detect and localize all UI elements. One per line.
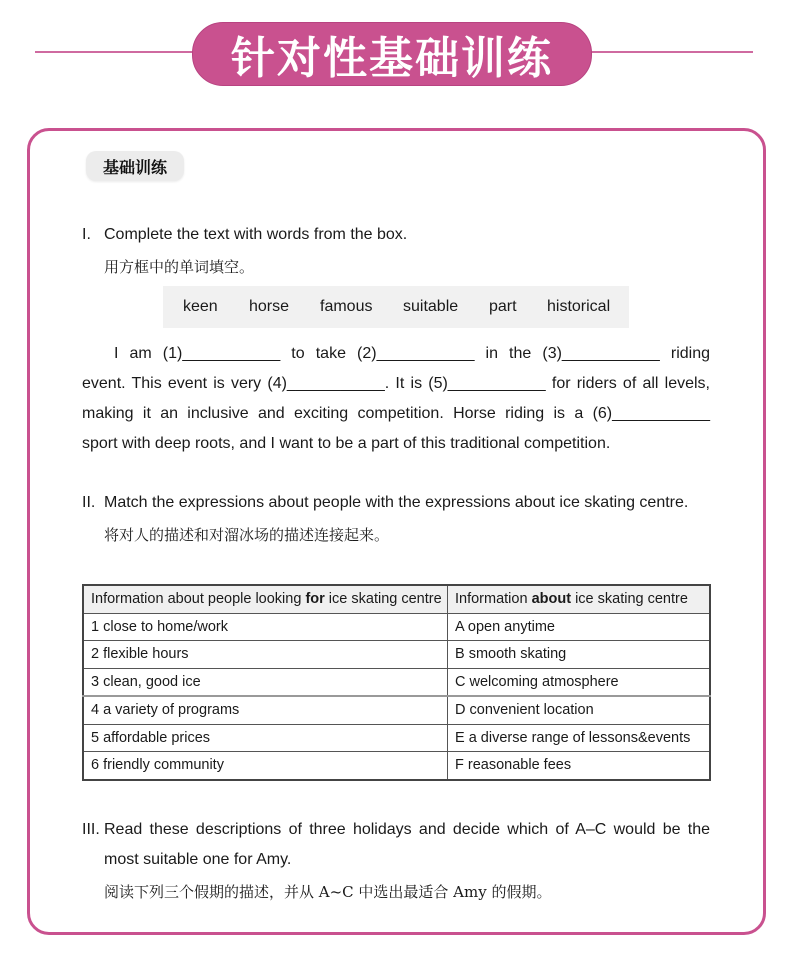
paragraph-line: sport with deep roots, and I want to be a part of this traditional competition. (82, 435, 611, 452)
table-row (83, 724, 710, 752)
q1-paragraph (82, 339, 710, 459)
word-box (163, 286, 629, 328)
q3-number: III. (82, 821, 100, 838)
page-title: 针对性基础训练 (192, 22, 592, 86)
table-cell-centre: F reasonable fees (448, 752, 711, 780)
table-row (83, 752, 710, 780)
q3-instruction-line2: most suitable one for Amy. (104, 851, 292, 868)
q3-instruction-cn: 阅读下列三个假期的描述，并从 A~C 中选出最适合 Amy 的假期。 (104, 883, 552, 901)
q1-instruction: Complete the text with words from the box. (104, 226, 408, 243)
table-row (83, 641, 710, 669)
table-cell-people: 3 clean, good ice (83, 668, 448, 696)
table-cell-people: 6 friendly community (83, 752, 448, 780)
q2-number: II. (82, 494, 96, 511)
table-cell-people: 4 a variety of programs (83, 696, 448, 724)
table-cell-centre: D convenient location (448, 696, 711, 724)
table-cell-people: 2 flexible hours (83, 641, 448, 669)
q1-instruction-cn: 用方框中的单词填空。 (104, 258, 255, 276)
word-box-item: famous (320, 298, 373, 315)
table-header-centre: Information about ice skating centre (448, 585, 711, 613)
q2-instruction: Match the expressions about people with the expressions about ice skating centre. (104, 494, 689, 511)
table-row (83, 668, 710, 696)
paragraph-line: event. This event is very (4)___________. It is (5)___________ for riders of all levels, (82, 375, 710, 392)
word-box-item: suitable (403, 298, 459, 315)
header-divider-left (35, 51, 205, 53)
q1-number: I. (82, 226, 91, 243)
table-cell-centre: C welcoming atmosphere (448, 668, 711, 696)
table-row (83, 696, 710, 724)
table-row (83, 613, 710, 641)
word-box-item: historical (547, 298, 611, 315)
table-cell-people: 5 affordable prices (83, 724, 448, 752)
q2-instruction-cn: 将对人的描述和对溜冰场的描述连接起来。 (104, 526, 390, 544)
matching-table (82, 584, 711, 781)
paragraph-line: I am (1)___________ to take (2)___________ in the (3)___________ riding (114, 345, 710, 362)
table-header-people: Information about people looking for ice skating centre (83, 585, 448, 613)
table-cell-centre: A open anytime (448, 613, 711, 641)
paragraph-line: making it an inclusive and exciting competition. Horse riding is a (6)___________ (82, 405, 710, 422)
word-box-item: horse (249, 298, 290, 315)
section-tag: 基础训练 (86, 151, 184, 181)
header-divider-right (585, 51, 753, 53)
table-header-row (83, 585, 710, 613)
word-box-item: part (489, 298, 517, 315)
table-cell-people: 1 close to home/work (83, 613, 448, 641)
q3-instruction-line1: Read these descriptions of three holidays and decide which of A–C would be the (104, 821, 710, 838)
table-cell-centre: B smooth skating (448, 641, 711, 669)
table-cell-centre: E a diverse range of lessons&events (448, 724, 711, 752)
word-box-item: keen (183, 298, 218, 315)
